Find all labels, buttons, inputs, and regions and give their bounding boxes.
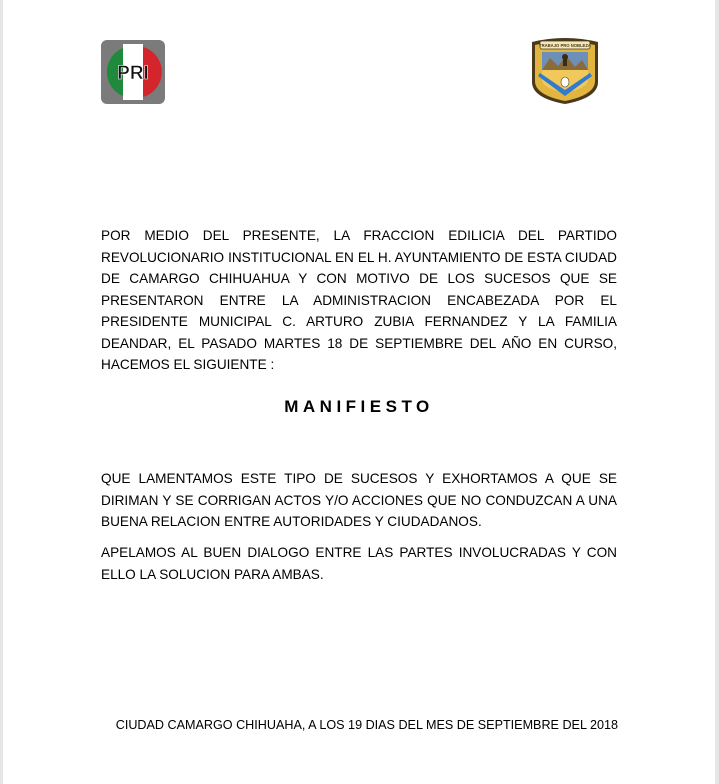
- crest-banner-text: TRABAJO PRO NOBLEZA: [539, 43, 591, 48]
- place-date-line: CIUDAD CAMARGO CHIHUAHA, A LOS 19 DIAS DEL MES DE SEPTIEMBRE DEL 2018: [115, 718, 618, 732]
- statement-paragraph-2: APELAMOS AL BUEN DIALOGO ENTRE LAS PARTES INVOLUCRADAS Y CON ELLO LA SOLUCION PARA AMBAS.: [101, 545, 617, 582]
- statement-paragraph-1: QUE LAMENTAMOS ESTE TIPO DE SUCESOS Y EXHORTAMOS A QUE SE DIRIMAN Y SE CORRIGAN ACTOS Y/O ACCIONES QUE NO CONDUZCAN A UNA BUENA RELACION ENTRE AUTORIDADES Y CIUDADANOS.: [101, 471, 617, 529]
- pri-logo-text: PRI: [117, 63, 149, 84]
- page-edge-right: [715, 0, 719, 784]
- manifesto-heading: MANIFIESTO: [284, 397, 434, 416]
- municipal-crest-logo: [530, 36, 600, 104]
- pri-logo: [101, 40, 165, 104]
- page-edge-left: [0, 0, 3, 784]
- intro-paragraph: POR MEDIO DEL PRESENTE, LA FRACCION EDILICIA DEL PARTIDO REVOLUCIONARIO INSTITUCIONAL EN EL H. AYUNTAMIENTO DE ESTA CIUDAD DE CAMARGO CHIHUAHUA Y CON MOTIVO DE LOS SUCESOS QUE SE PRESENTARON ENTRE LA ADMINISTRACION ENCABEZADA POR EL PRESIDENTE MUNICIPAL C. ARTURO ZUBIA FERNANDEZ Y LA FAMILIA DEANDAR, EL PASADO MARTES 18 DE SEPTIEMBRE DEL AÑO EN CURSO, HACEMOS EL SIGUIENTE :: [101, 228, 617, 372]
